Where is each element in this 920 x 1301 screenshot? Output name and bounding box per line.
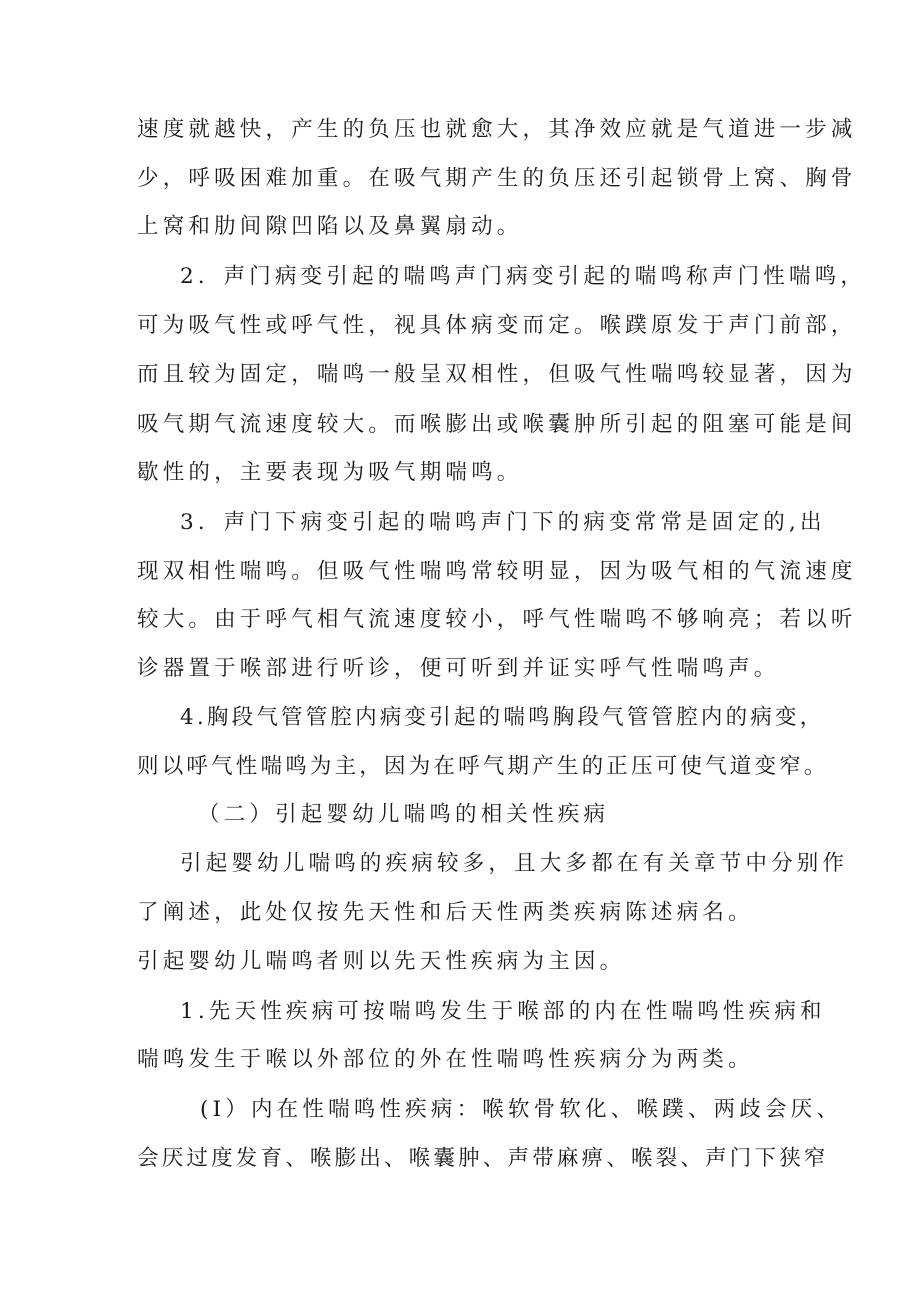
body-text-line: 引起婴幼儿喘鸣者则以先天性疾病为主因。 <box>137 949 626 974</box>
body-text-line: 上窝和肋间隙凹陷以及鼻翼扇动。 <box>137 214 523 239</box>
body-text-line: 会厌过度发育、喉膨出、喉囊肿、声带麻痹、喉裂、声门下狭窄 <box>137 1146 829 1171</box>
section-heading: （二）引起婴幼儿喘鸣的相关性疾病 <box>198 802 610 827</box>
numbered-paragraph-2: 2．声门病变引起的喘鸣声门病变引起的喘鸣称声门性喘鸣， <box>180 264 867 289</box>
body-text-line: 而且较为固定，喘鸣一般呈双相性，但吸气性喘鸣较显著，因为 <box>137 362 857 387</box>
body-text-line: 喘鸣发生于喉以外部位的外在性喘鸣性疾病分为两类。 <box>137 1047 754 1072</box>
subsection-paragraph: (I）内在性喘鸣性疾病：喉软骨软化、喉蹼、两歧会厌、 <box>200 1097 843 1122</box>
numbered-paragraph-1: 1.先天性疾病可按喘鸣发生于喉部的内在性喘鸣性疾病和 <box>180 999 826 1024</box>
numbered-paragraph-3: 3．声门下病变引起的喘鸣声门下的病变常常是固定的,出 <box>180 510 826 535</box>
numbered-paragraph-4: 4.胸段气管管腔内病变引起的喘鸣胸段气管管腔内的病变， <box>180 705 825 730</box>
body-text-line: 较大。由于呼气相气流速度较小，呼气性喘鸣不够响亮；若以听 <box>137 607 857 632</box>
body-text-line: 少，呼吸困难加重。在吸气期产生的负压还引起锁骨上窝、胸骨 <box>137 166 857 191</box>
body-text-line: 则以呼气性喘鸣为主，因为在呼气期产生的正压可使气道变窄。 <box>137 754 829 779</box>
body-text-line: 吸气期气流速度较大。而喉膨出或喉囊肿所引起的阻塞可能是间 <box>137 412 857 437</box>
body-text-line: 歇性的，主要表现为吸气期喘鸣。 <box>137 460 523 485</box>
body-text-line: 了阐述，此处仅按先天性和后天性两类疾病陈述病名。 <box>137 900 754 925</box>
body-text-line: 现双相性喘鸣。但吸气性喘鸣常较明显，因为吸气相的气流速度 <box>137 559 857 584</box>
body-paragraph: 引起婴幼儿喘鸣的疾病较多，且大多都在有关章节中分别作 <box>180 851 849 876</box>
body-text-line: 诊器置于喉部进行听诊，便可听到并证实呼气性喘鸣声。 <box>137 656 780 681</box>
body-text-line: 速度就越快，产生的负压也就愈大，其净效应就是气道进一步减 <box>137 117 857 142</box>
body-text-line: 可为吸气性或呼气性，视具体病变而定。喉蹼原发于声门前部， <box>137 313 857 338</box>
